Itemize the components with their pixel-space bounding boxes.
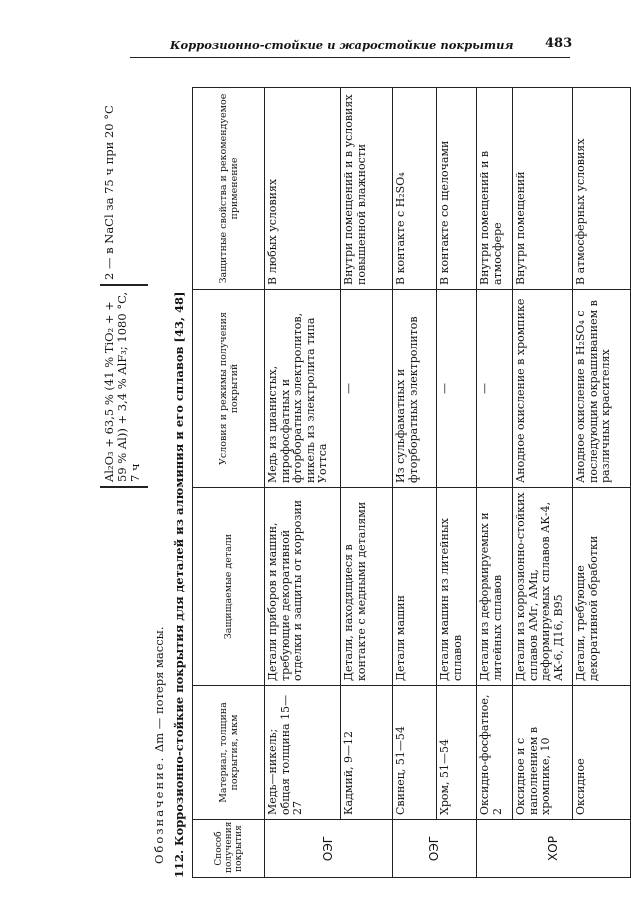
material-cell: Оксидное и с наполнением в хромпике, 10 [513,686,573,820]
properties-cell: Внутри помещений [513,88,573,290]
header-parts: Защищаемые детали [193,488,265,686]
table-row [341,88,393,878]
parts-cell: Детали машин из литейных сплавов [437,488,477,686]
method-cell: ОЭГ [265,820,393,878]
designation-note [152,627,166,864]
designation-label: Обозначение. [152,755,166,864]
header-rule [130,57,570,58]
parts-cell: Детали приборов и машин, требующие декоративной отделки и защиты от коррозии [265,488,341,686]
material-cell: Медь—никель; общая толщина 15—27 [265,686,341,820]
previous-table-continuation [100,88,148,878]
continuation-result: 2 — в NaCl за 75 ч при 20 °C [102,105,116,280]
header-conditions: Условия и режимы получения покрытий [193,290,265,488]
properties-cell: В атмосферных условиях [573,88,631,290]
material-cell: Хром, 51—54 [437,686,477,820]
page-number: 483 [545,36,573,51]
rotated-page-content [100,88,612,878]
continuation-composition: Al₂O₃ + 63,5 % (41 % TiO₂ + + 59 % Al)) + 3,4 % AlF₃; 1080 °C, 7 ч [102,291,142,482]
conditions-cell: — [477,290,513,488]
conditions-cell: — [437,290,477,488]
material-cell: Оксидное [573,686,631,820]
properties-cell: В контакте со щелочами [437,88,477,290]
table-row [513,88,573,878]
conditions-cell: Анодное окисление в хромпике [513,290,573,488]
running-head-title: Коррозионно-стойкие и жаростойкие покрытия [170,38,514,52]
parts-cell: Детали, находящиеся в контакте с медными деталями [341,488,393,686]
properties-cell: Внутри помещений и в атмосфере [477,88,513,290]
method-cell: ОЭГ [393,820,477,878]
table-header-row [193,88,265,878]
table-row [573,88,631,878]
parts-cell: Детали из деформируемых и литейных сплавов [477,488,513,686]
parts-cell: Детали машин [393,488,437,686]
conditions-cell: Из сульфаматных и фторборатных электролитов [393,290,437,488]
conditions-cell: Медь из цианистых, пирофосфатных и фторборатных электролитов, никель из электролита типа Уоттса [265,290,341,488]
parts-cell: Детали, требующие декоративной обработки [573,488,631,686]
column-divider [100,487,148,489]
material-cell: Свинец, 51—54 [393,686,437,820]
header-method: Способ получения покрытия [193,820,265,878]
table-title: 112. Коррозионно-стойкие покрытия для деталей из алюминия и его сплавов [43, 48] [172,291,186,878]
coatings-table [192,87,631,878]
table-row [393,88,437,878]
table-row [437,88,477,878]
header-material: Материал, толщина покрытия, мкм [193,686,265,820]
table-row [265,88,341,878]
parts-cell: Детали из коррозионно-стойких сплавов АМг, АМц, деформируемых сплавов АК-4, АК-6, Д16, В95 [513,488,573,686]
method-cell: ХОР [477,820,631,878]
designation-text: Δm — потеря массы. [152,626,166,753]
material-cell: Кадмий, 9—12 [341,686,393,820]
properties-cell: Внутри помещений и в условиях повышенной влажности [341,88,393,290]
header-properties: Защитные свойства и рекомендуемое применение [193,88,265,290]
conditions-cell: Анодное окисление в H₂SO₄ с последующим окрашиванием в различных красителях [573,290,631,488]
table-row [477,88,513,878]
material-cell: Оксидно-фосфатное, 2 [477,686,513,820]
properties-cell: В любых условиях [265,88,341,290]
conditions-cell: — [341,290,393,488]
column-divider [100,285,148,287]
properties-cell: В контакте с H₂SO₄ [393,88,437,290]
